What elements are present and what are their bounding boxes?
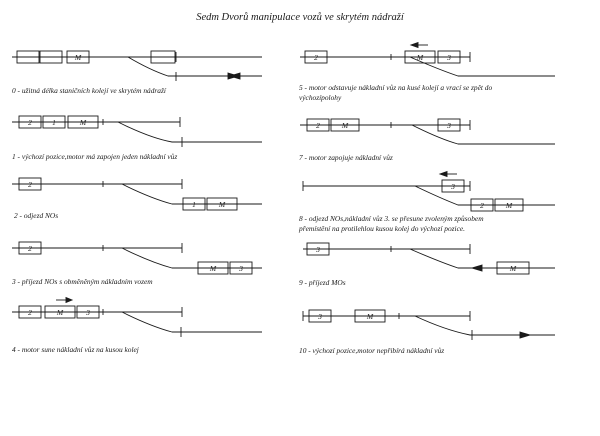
direction-arrow-icon (520, 332, 530, 338)
panel-1-diagram (12, 116, 262, 147)
car-label: 3 (447, 53, 451, 62)
panel-10-caption: 10 - výchozí pozice,motor nepřibírá nákladní vůz (299, 346, 445, 355)
car-label: 2 (28, 308, 32, 317)
panel-7-caption: 7 - motor zapojuje nákladní vůz (299, 153, 393, 162)
car-label: 3 (316, 245, 320, 254)
caption-line: přemístění na protilehlou kusou kolej do výchozí pozice. (299, 223, 465, 233)
track-branch (128, 57, 262, 76)
car-label: 1 (192, 200, 196, 209)
car-label: 3 (318, 312, 322, 321)
panel-2-caption: 2 - odjezd NOs (14, 211, 59, 220)
panel-0-diagram (12, 51, 262, 81)
car-label: M (209, 264, 217, 273)
car-label: M (416, 53, 424, 62)
track-branch (410, 57, 555, 76)
car-label: M (74, 53, 82, 62)
direction-arrow-icon (66, 298, 72, 303)
car-label: M (56, 308, 64, 317)
caption-line: 5 - motor odstavuje nákladní vůz na kusé kolejí a vrací se zpět do (299, 83, 493, 92)
panel-10-diagram (303, 310, 555, 340)
panel-8-diagram (303, 172, 555, 212)
panel-9-diagram (303, 243, 555, 274)
car-label: M (505, 201, 513, 210)
direction-arrow-icon (440, 172, 447, 177)
panel-5-caption (299, 83, 492, 102)
car-label: M (341, 121, 349, 130)
car-label: 3 (239, 264, 243, 273)
car-label: 3 (447, 121, 451, 130)
car-label: 2 (316, 121, 320, 130)
track-branch (122, 312, 262, 332)
car-label: 2 (314, 53, 318, 62)
panel-3-diagram (12, 242, 262, 274)
car-label: 1 (52, 118, 56, 127)
panel-4-diagram (12, 298, 262, 338)
track-branch (410, 249, 555, 268)
track-branch (412, 125, 555, 144)
panel-7-diagram (300, 119, 555, 144)
car-label: 3 (451, 182, 455, 191)
page-title: Sedm Dvorů manipulace vozů ve skrytém nádraží (196, 12, 404, 23)
car-label: 2 (28, 180, 32, 189)
caption-line: výchozípolohy (299, 92, 342, 102)
car-label: M (509, 264, 517, 273)
car-label: 2 (480, 201, 484, 210)
car-label: 2 (28, 118, 32, 127)
panel-4-caption: 4 - motor sune nákladní vůz na kusou kolej (12, 345, 139, 354)
direction-arrow-icon (411, 43, 418, 48)
track-branch (118, 122, 262, 142)
car-label: 3 (86, 308, 90, 317)
panel-5-diagram (300, 43, 555, 77)
panel-0-caption: 0 - užitná délka staničních kolejí ve skrytém nádraží (12, 86, 166, 95)
panel-9-caption: 9 - příjezd MOs (299, 278, 346, 287)
track-branch (415, 316, 555, 335)
car-label: M (366, 312, 374, 321)
car-label: M (218, 200, 226, 209)
car-label: M (79, 118, 87, 127)
track-branch (415, 186, 555, 205)
panel-8-caption (299, 214, 484, 233)
panel-1-caption: 1 - výchozí pozice,motor má zapojen jeden nákladní vůz (12, 152, 178, 161)
panel-3-caption: 3 - příjezd NOs s obměněným nákladním vozem (12, 277, 153, 286)
caption-line: 8 - odjezd NOs,nákladní vůz 3. se přesune zvoleným způsobem (299, 214, 484, 223)
direction-arrow-icon (472, 265, 482, 271)
car-label: 2 (28, 244, 32, 253)
